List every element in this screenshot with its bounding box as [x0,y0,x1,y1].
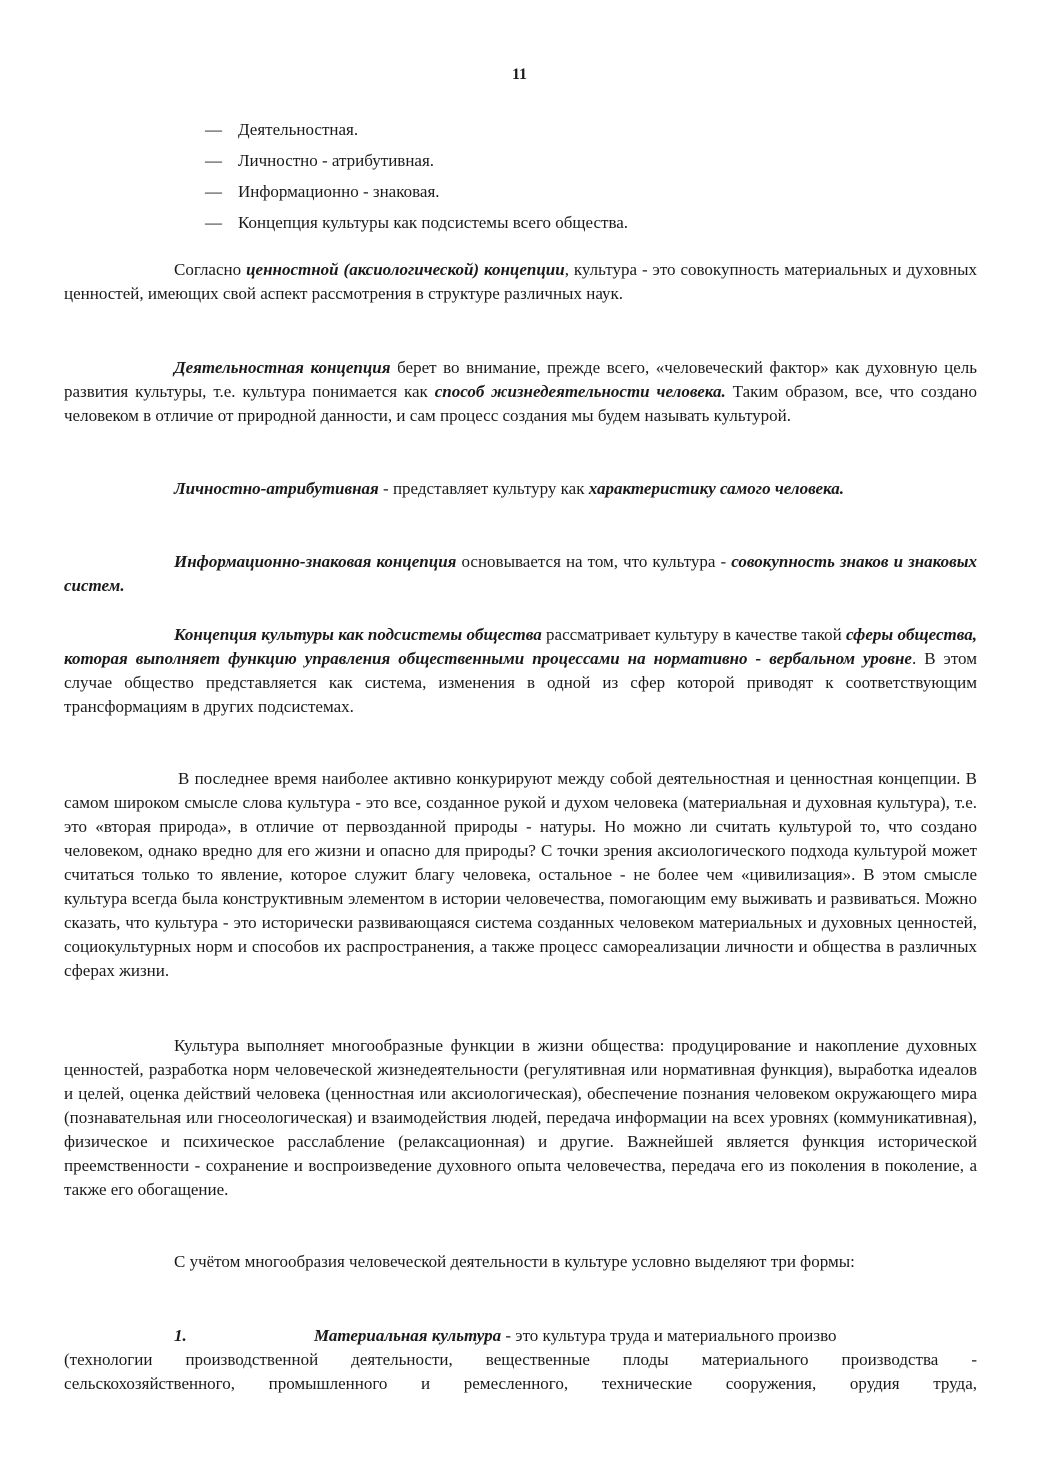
list-item: — Деятельностная. [205,118,628,149]
item-continuation-line: сельскохозяйственного, промышленного и ремесленного, технические сооружения, орудия труда, [64,1374,977,1393]
list-dash: — [205,151,222,170]
paragraph-personal-attributive: Личностно-атрибутивная - представляет культуру как характеристику самого человека. [174,479,844,498]
paragraph-axiological: Согласно ценностной (аксиологической) концепции, культура - это совокупность материальных и духовных ценностей, имеющих свой аспект рассмотрения в структуре различных наук. [64,260,978,303]
item-continuation-line: (технологии производственной деятельности, вещественные плоды материального производства - [64,1350,977,1369]
list-item: — Личностно - атрибутивная. [205,149,628,180]
item-number: 1. [174,1326,187,1345]
list-dash: — [205,120,222,139]
list-item: — Информационно - знаковая. [205,180,628,211]
concept-list [205,118,628,242]
paragraph-three-forms: С учётом многообразия человеческой деятельности в культуре условно выделяют три формы: [174,1252,855,1271]
paragraph-activity: Деятельностная концепция берет во внимание, прежде всего, «человеческий фактор» как духовную цель развития культуры, т.е. культура понимается как способ жизнедеятельности человека. Таким образом, все, что создано человеком в отличие от природной данности, и сам процесс создания мы будем называть культурой. [64,358,977,425]
paragraph-functions: Культура выполняет многообразные функции в жизни общества: продуцирование и накопление духовных ценностей, разработка норм человеческой жизнедеятельности (регулятивная или нормативная функция), выработка идеалов и целей, оценка действий человека (ценностная или аксиологическая), обеспечение познания человеком окружающего мира (познавательная или гносеологическая) и взаимодействия людей, передача информации на всех уровнях (коммуникативная), физическое и психическое расслабление (релаксационная) и другие. Важнейшей является функция исторической преемственности - сохранение и воспроизведение духовного опыта человечества, передача его из поколения в поколение, а также его обогащение. [64,1036,977,1199]
page-number: 11 [511,66,528,83]
item-term: Материальная культура - это культура труда и материального произво [314,1326,837,1345]
list-item: — Концепция культуры как подсистемы всего общества. [205,211,628,242]
list-dash: — [205,213,222,232]
paragraph-information-sign: Информационно-знаковая концепция основывается на том, что культура - совокупность знаков и знаковых систем. [64,552,977,595]
paragraph-competing-concepts: В последнее время наиболее активно конкурируют между собой деятельностная и ценностная концепции. В самом широком смысле слова культура - это все, созданное рукой и духом человека (материальная и духовная культура), т.е. это «вторая природа», в отличие от первозданной природы - натуры. Но можно ли считать культурой то, что создано человеком, однако вредно для его жизни и опасно для природы? С точки зрения аксиологического подхода культурой может считаться только то явление, которое служит благу человека, остальное - не более чем «цивилизация». В этом смысле культура всегда была конструктивным элементом в истории человечества, помогающим ему выживать и развиваться. Можно сказать, что культура - это исторически развивающаяся система созданных человеком материальных и духовных ценностей, социокультурных норм и способов их распространения, а также процесс самореализации личности и общества в различных сферах жизни. [64,769,977,980]
list-dash: — [205,182,222,201]
paragraph-subsystem: Концепция культуры как подсистемы общества рассматривает культуру в качестве такой сферы общества, которая выполняет функцию управления общественными процессами на нормативно - вербальном уровне. В этом случае общество представляется как система, изменения в одной из сфер которой приводят к соответствующим трансформациям в других подсистемах. [64,625,977,716]
